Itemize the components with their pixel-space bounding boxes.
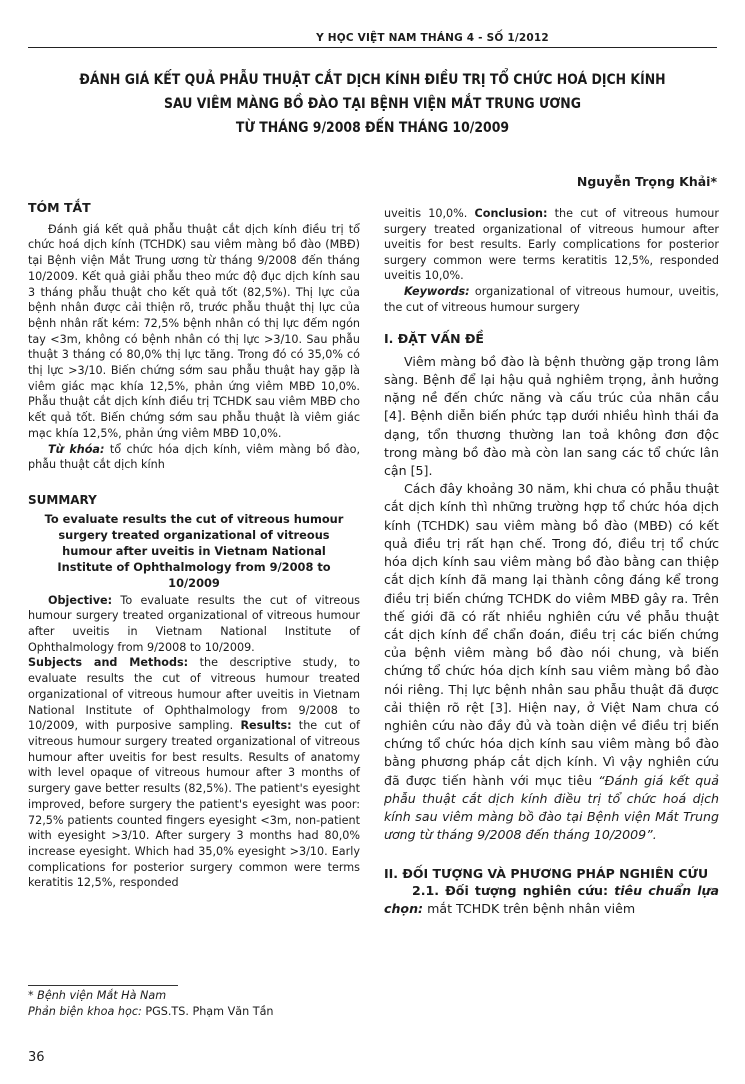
- summary-objective: [28, 593, 360, 656]
- tom-tat-keywords: [28, 442, 360, 473]
- summary-heading: SUMMARY: [28, 492, 97, 507]
- objective-label: Objective:: [48, 593, 113, 607]
- study-objective-quote: “Đánh giá kết quả phẫu thuật cắt dịch kính điều trị tổ chức hoá dịch kính sau viêm màng bồ đào tại Bệnh viện Mắt Trung ương từ tháng 9/2008 đến tháng 10/2009”.: [384, 772, 720, 843]
- running-head: Y HỌC VIỆT NAM THÁNG 4 - SỐ 1/2012: [316, 32, 549, 44]
- results-text: the cut of vitreous humour surgery treated organizational of vitreous humour after uveitis for best results. Results of anatomy with level opaque of vitreous humour after 3 months of surgery gave better results (82,5%). The patient's eyesight improved, before surgery the patient's eyesight was poor: 72,5% patients counted fingers eyesight <3m, non-patient with eyesight >3/10. After surgery 3 months had 80,0% increase eyesight. Which had 35,0% eyesight >3/10. Early complications for posterior surgery common were terms keratitis 12,5%, responded: [28, 719, 360, 890]
- summary-keywords: [384, 284, 719, 315]
- affiliation-footnote: * Bệnh viện Mắt Hà Nam: [28, 989, 167, 1002]
- methods-label: Subjects and Methods:: [28, 656, 189, 670]
- results-label: Results:: [240, 719, 292, 733]
- author-name: Nguyễn Trọng Khải*: [576, 174, 717, 189]
- page-number: 36: [28, 1050, 45, 1065]
- summary-title: To evaluate results the cut of vitreous humour surgery treated organizational of vitreous humour after uveitis in Vietnam National Institute of Ophthalmology from 9/2008 to 10/2009: [44, 511, 344, 590]
- conclusion-label: Conclusion:: [474, 207, 548, 220]
- summary-continuation: [384, 206, 719, 284]
- keywords-en: organizational of vitreous humour, uveitis, the cut of vitreous humour surgery: [384, 284, 719, 314]
- section-2-1: [384, 882, 719, 918]
- keywords-vi: tổ chức hóa dịch kính, viêm màng bồ đào, phẫu thuật cắt dịch kính: [28, 442, 361, 472]
- title-line-3: TỪ THÁNG 9/2008 ĐẾN THÁNG 10/2009: [235, 120, 510, 136]
- objective-text: To evaluate results the cut of vitreous humour surgery treated organizational of vitreous humour after uveitis in Vietnam National Institute of Ophthalmology from 9/2008 to 10/2009.: [28, 593, 360, 654]
- keywords-label-vi: Từ khóa:: [48, 442, 105, 456]
- tom-tat-heading: TÓM TẮT: [28, 200, 91, 215]
- section-2-heading: II. ĐỐI TƯỢNG VÀ PHƯƠNG PHÁP NGHIÊN CỨU: [384, 866, 709, 882]
- summary-methods: [28, 655, 360, 891]
- section-1-paragraph-2: [384, 480, 719, 844]
- results-continued: uveitis 10,0%.: [384, 207, 468, 220]
- subsection-2-1-text: mắt TCHDK trên bệnh nhân viêm: [423, 901, 636, 917]
- article-title: [78, 68, 667, 140]
- tom-tat-body: Đánh giá kết quả phẫu thuật cắt dịch kính điều trị tổ chức hoá dịch kính (TCHDK) sau viêm màng bồ đào (MBĐ) tại Bệnh viện Mắt Trung ương từ tháng 9/2008 đến tháng 10/2009. Kết quả giải phẫu theo mức độ đục dịch kính sau 3 tháng phẫu thuật cho kết quả tốt (82,5%). Thị lực của bệnh nhân được cải thiện rõ, trước phẫu thuật thị lực của bệnh nhân rất kém: 72,5% bệnh nhân có thị lực đếm ngón tay <3m, không có bệnh nhân có thị lực >3/10. Sau phẫu thuật 3 tháng có 80,0% thị lực tăng. Trong đó có 35,0% có thị lực >3/10. Biến chứng sớm sau phẫu thuật hay gặp là viêm giác mạc khía 12,5%, phản ứng viêm MBĐ 10,0%. Phẫu thuật cắt dịch kính điều trị TCHDK sau viêm MBĐ cho kết quả tốt. Biến chứng sớm sau phẫu thuật là viêm giác mạc khía 12,5%, phản ứng viêm MBĐ 10,0%.: [28, 222, 360, 440]
- left-column: [28, 200, 360, 891]
- reviewer-name: PGS.TS. Phạm Văn Tần: [141, 1005, 274, 1018]
- conclusion-text: the cut of vitreous humour surgery treated organizational of vitreous humour after uveitis for best results. Early complications for posterior surgery common were terms keratitis 12,5%, responded uveitis 10,0%.: [384, 207, 719, 283]
- title-line-2: SAU VIÊM MÀNG BỒ ĐÀO TẠI BỆNH VIỆN MẮT TRUNG ƯƠNG: [164, 96, 581, 112]
- keywords-label-en: Keywords:: [404, 284, 470, 298]
- header-rule: [28, 47, 717, 48]
- section-1-heading: I. ĐẶT VẤN ĐỀ: [384, 331, 484, 347]
- title-line-1: ĐÁNH GIÁ KẾT QUẢ PHẪU THUẬT CẮT DỊCH KÍNH ĐIỀU TRỊ TỔ CHỨC HOÁ DỊCH KÍNH: [79, 72, 666, 88]
- reviewer-label: Phản biện khoa học:: [28, 1005, 142, 1018]
- footnotes: [28, 988, 274, 1020]
- subsection-2-1-label: 2.1. Đối tượng nghiên cứu:: [412, 883, 615, 899]
- reviewer-footnote: [28, 1004, 274, 1020]
- methods-text: the descriptive study, to evaluate results the cut of vitreous humour treated organizational of vitreous humour after uveitis in Vietnam National Institute of Ophthalmology from 9/2008 to 10/2009, with purposive sampling.: [28, 656, 361, 733]
- right-column: [384, 206, 719, 918]
- paragraph-2-text: Cách đây khoảng 30 năm, khi chưa có phẫu thuật cắt dịch kính thì những trường hợp tổ chức hóa dịch kính (TCHDK) sau viêm màng bồ đào (MBĐ) có kết quả điều trị rất hạn chế. Trong đó, điều trị tổ chức hóa dịch kính sau viêm màng bồ đào bằng can thiệp cắt dịch kính đã mang lại thành công đáng kể trong điều trị biến chứng TCHDK do viêm MBĐ gây ra. Trên thế giới đã có rất nhiều nghiên cứu về phẫu thuật cắt dịch kính để chẩn đoán, điều trị các biến chứng của bệnh viêm màng bồ đào nói chung, và biến chứng tổ chức hóa dịch kính sau viêm màng bồ đào nói riêng. Thị lực bệnh nhân sau phẫu thuật đã được cải thiện rõ rệt [3]. Hiện nay, ở Việt Nam chưa có nghiên cứu nào đầy đủ và toàn diện về điều trị biến chứng tổ chức hóa dịch kính sau viêm màng bồ đào bằng phương pháp cắt dịch kính. Vì vậy nghiên cứu đã được tiến hành với mục tiêu: [384, 481, 719, 788]
- footnote-rule: [28, 985, 178, 986]
- section-1-paragraph-1: Viêm màng bồ đào là bệnh thường gặp trong lâm sàng. Bệnh để lại hậu quả nghiêm trọng, ảnh hưởng nặng nề đến chức năng và cấu trúc của nhãn cầu [4]. Bệnh diễn biến phức tạp dưới nhiều hình thái đa dạng, tổn thương thường lan toả không đơn độc trong màng bồ đào mà còn lan sang các tổ chức lân cận [5].: [384, 353, 719, 479]
- selection-criteria-label: tiêu chuẩn lựa chọn:: [384, 883, 719, 917]
